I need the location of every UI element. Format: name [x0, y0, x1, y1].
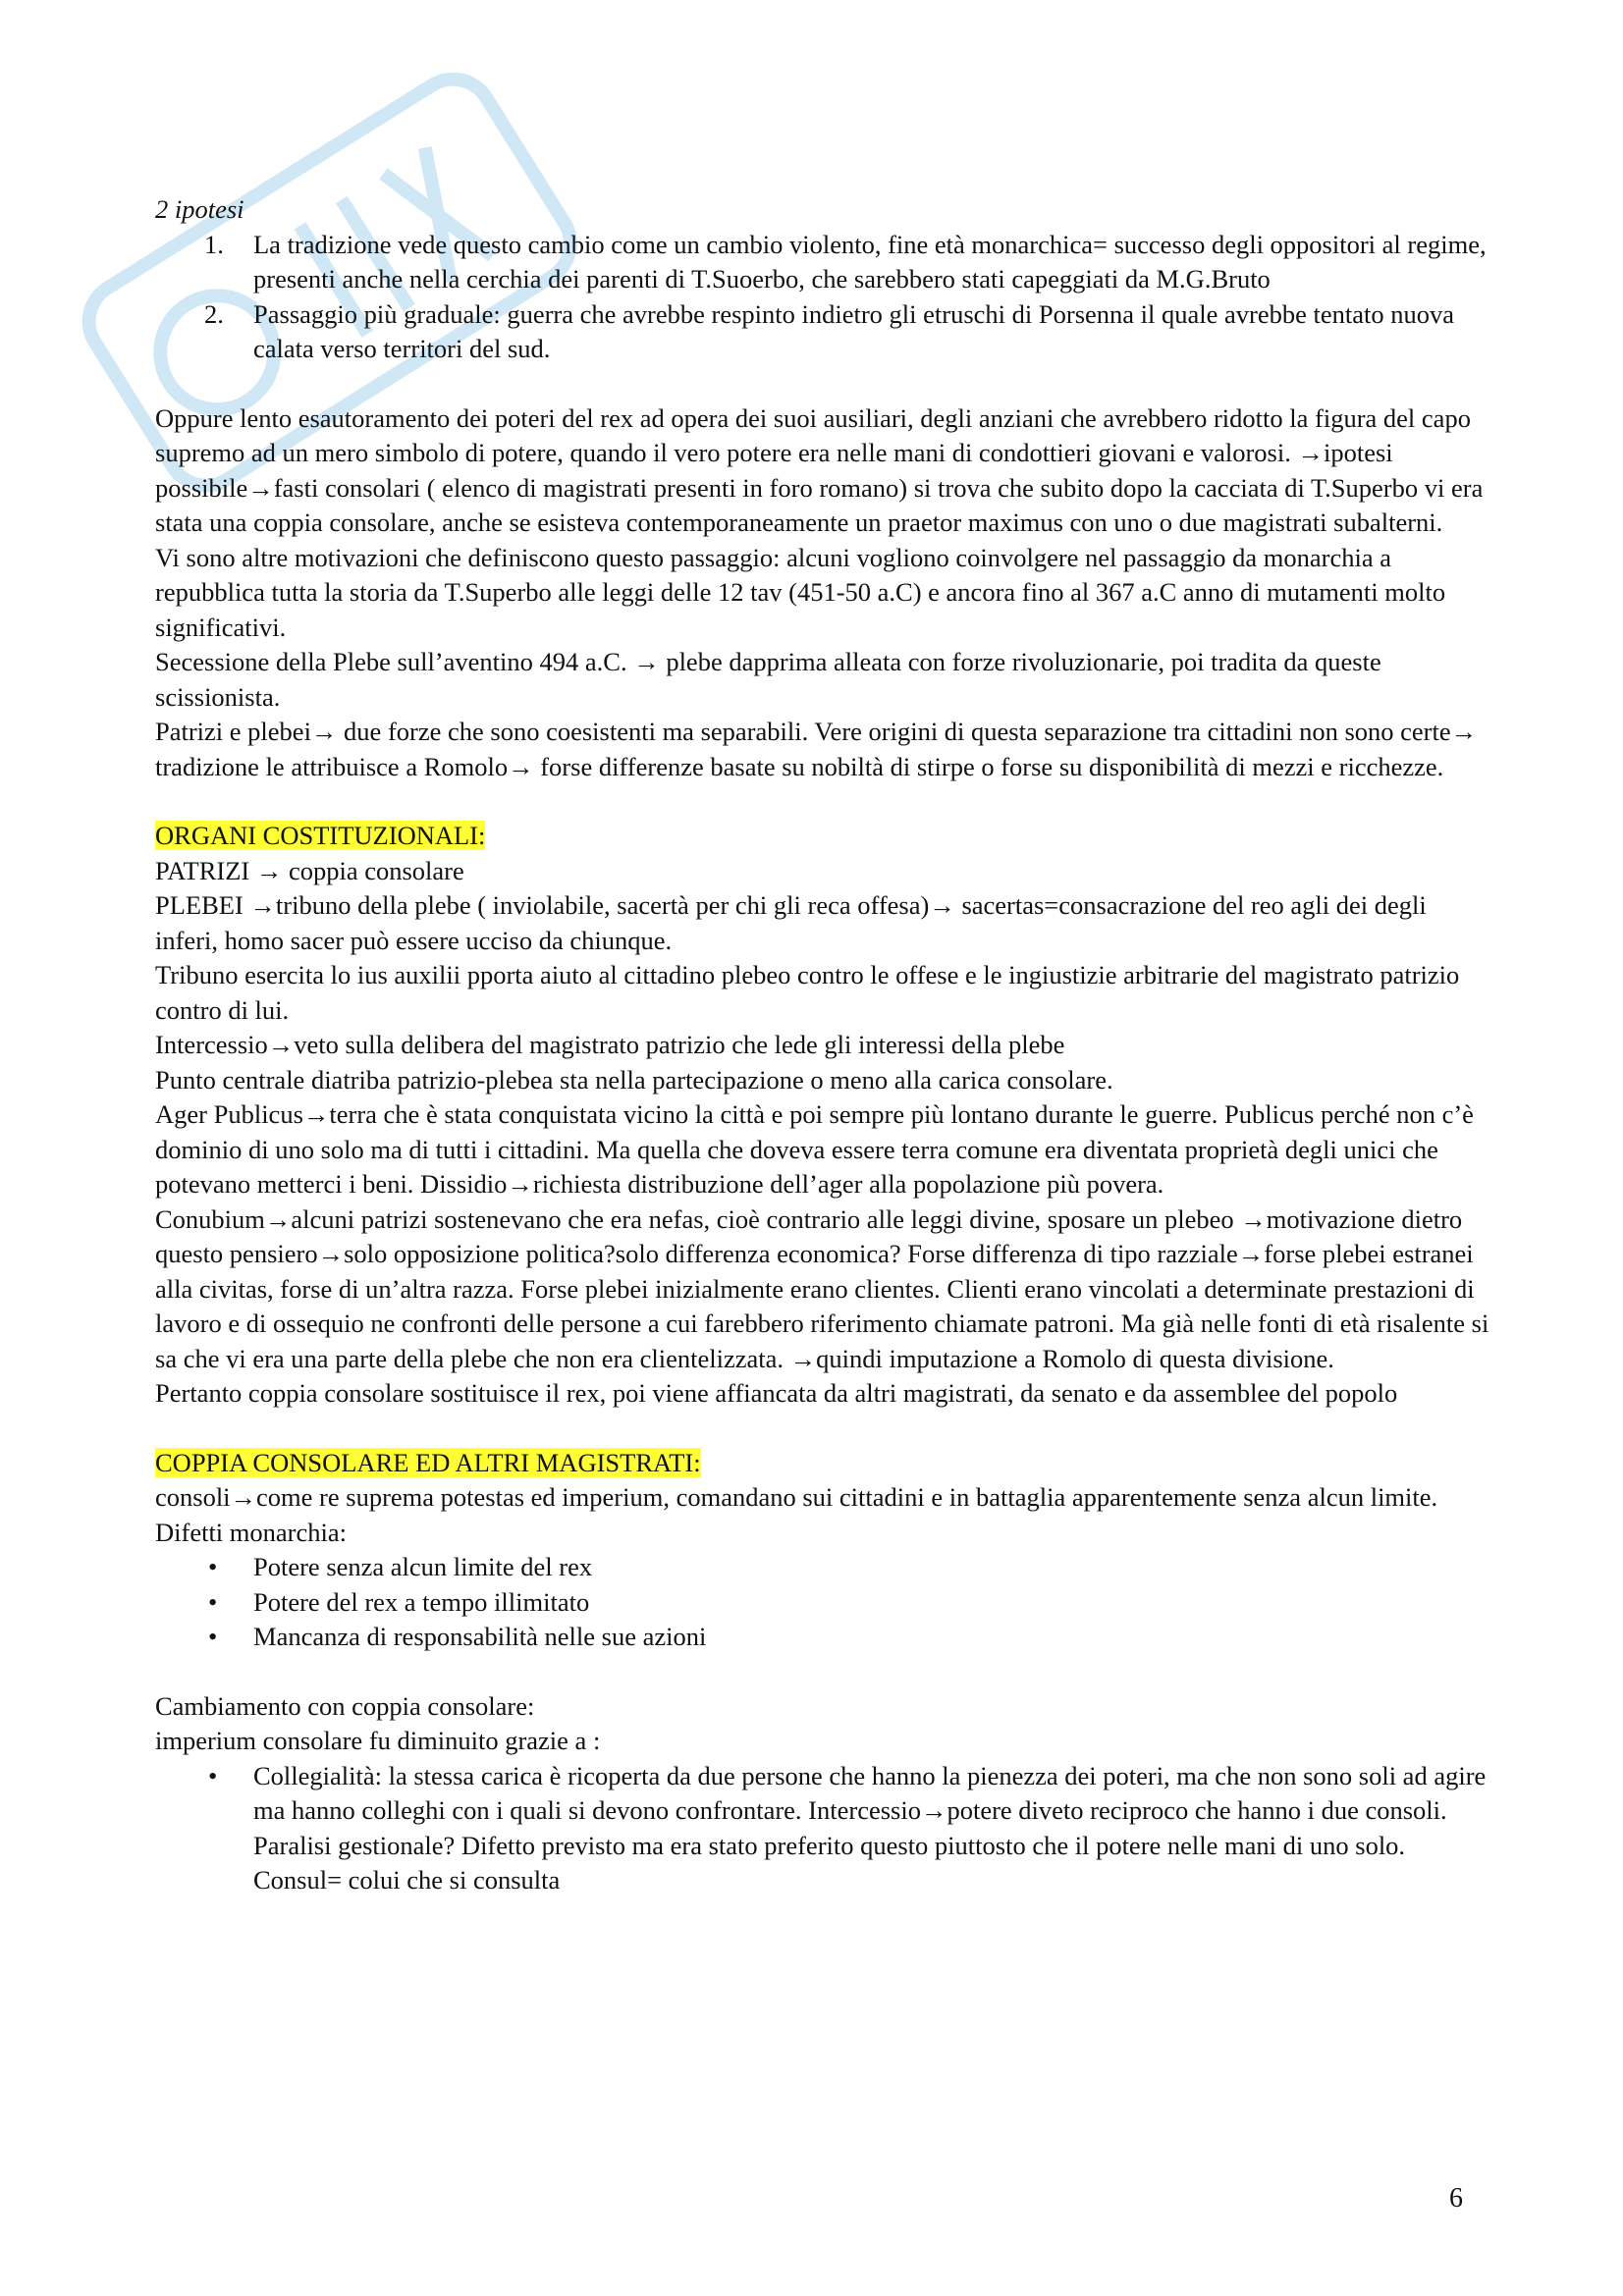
paragraph: imperium consolare fu diminuito grazie a : — [155, 1726, 601, 1755]
list-item — [155, 1585, 1490, 1621]
list-item-text: Potere senza alcun limite del rex — [253, 1552, 593, 1581]
paragraph: Vi sono altre motivazioni che definiscono questo passaggio: alcuni vogliono coinvolgere nel passaggio da monarchia a repubblica tutta la storia da T.Superbo alle leggi delle 12 tav (451-50 a.C) e ancora fino al 367 a.C anno di mutamenti molto significativi. — [155, 542, 1446, 642]
bullet-icon: • — [208, 1760, 218, 1790]
paragraph: Cambiamento con coppia consolare: — [155, 1690, 535, 1721]
spacer — [155, 784, 1490, 819]
spacer — [155, 1412, 1490, 1446]
paragraph: Pertanto coppia consolare sostituisce il rex, poi viene affiancata da altri magistrati, da senato e da assemblee del popolo — [155, 1378, 1398, 1408]
list-item-text: Mancanza di responsabilità nelle sue azioni — [253, 1622, 707, 1651]
paragraph: Patrizi e plebei→ due forze che sono coesistenti ma separabili. Vere origini di questa separazione tra cittadini non sono certe→ tradizione le attribuisce a Romolo→ forse differenze basate su nobiltà di stirpe o forse su disponibilità di mezzi e ricchezze. — [155, 717, 1478, 781]
list-item — [155, 228, 1490, 297]
list-item — [155, 1620, 1490, 1655]
paragraph: consoli→come re suprema potestas ed imperium, comandano sui cittadini e in battaglia apparentemente senza alcun limite. — [155, 1482, 1438, 1512]
section-heading — [155, 819, 1490, 854]
paragraph: PLEBEI →tribuno della plebe ( inviolabile, sacertà per chi gli reca offesa)→ sacertas=consacrazione del reo agli dei degli inferi, homo sacer può essere ucciso da chiunque. — [155, 890, 1427, 955]
list-item — [155, 1759, 1490, 1898]
section-heading — [155, 1446, 1490, 1481]
hypotheses-list — [155, 228, 1490, 367]
bullet-icon: • — [208, 1586, 218, 1617]
paragraph: Tribuno esercita lo ius auxilii pporta aiuto al cittadino plebeo contro le offese e le ingiustizie arbitrarie del magistrato patrizio contro di lui. — [155, 960, 1460, 1025]
list-item — [155, 297, 1490, 367]
list-item-text: Passaggio più graduale: guerra che avrebbe respinto indietro gli etruschi di Porsenna il quale avrebbe tentato nuova calata verso territori del sud. — [253, 298, 1455, 363]
paragraph: Secessione della Plebe sull’aventino 494 a.C. → plebe dapprima alleata con forze rivoluzionarie, poi tradita da queste scissionista. — [155, 647, 1381, 712]
paragraph: Punto centrale diatriba patrizio-plebea sta nella partecipazione o meno alla carica consolare. — [155, 1064, 1113, 1095]
paragraph: Conubium→alcuni patrizi sostenevano che era nefas, cioè contrario alle leggi divine, sposare un plebeo →motivazione dietro questo pensiero→solo opposizione politica?solo differenza economica? Forse differenza di tipo razziale→forse plebei estranei alla civitas, forse di un’altra razza. Forse plebei inizialmente erano clientes. Clienti erano vincolati a determinate prestazioni di lavoro e di ossequio ne confronti delle persone a cui farebbero riferimento chiamate patroni. Ma già nelle fonti di età risalente si sa che vi era una parte della plebe che non era clientelizzata. →quindi imputazione a Romolo di questa divisione. — [155, 1203, 1489, 1373]
bullet-icon: • — [208, 1622, 218, 1651]
intro-label: 2 ipotesi — [155, 194, 244, 224]
page-number: 6 — [1449, 2183, 1463, 2214]
list-marker: 2. — [204, 298, 224, 329]
list-item-text: Collegialità: la stessa carica è ricoperta da due persone che hanno la pienezza dei poteri, ma che non sono soli ad agire ma hanno colleghi con i quali si devono confrontare. Intercessio→potere diveto reciproco che hanno i due consoli. Paralisi gestionale? Difetto previsto ma era stato preferito questo piuttosto che il potere nelle mani di uno solo. Consul= colui che si consulta — [253, 1760, 1487, 1895]
list-marker: 1. — [204, 229, 224, 259]
paragraph: Intercessio→veto sulla delibera del magistrato patrizio che lede gli interessi della plebe — [155, 1030, 1065, 1059]
paragraph: Ager Publicus→terra che è stata conquistata vicino la città e poi sempre più lontano durante le guerre. Publicus perché non c’è dominio di uno solo ma di tutti i cittadini. Ma quella che doveva essere terra comune era diventata proprietà degli unici che potevano metterci i beni. Dissidio→richiesta distribuzione dell’ager alla popolazione più povera. — [155, 1099, 1474, 1199]
list-item — [155, 1550, 1490, 1585]
document-body — [155, 192, 1490, 1898]
changes-list — [155, 1759, 1490, 1898]
highlighted-heading: COPPIA CONSOLARE ED ALTRI MAGISTRATI: — [155, 1447, 701, 1477]
defects-list — [155, 1550, 1490, 1655]
paragraph: Difetti monarchia: — [155, 1517, 347, 1547]
spacer — [155, 367, 1490, 401]
bullet-icon: • — [208, 1552, 218, 1581]
highlighted-heading: ORGANI COSTITUZIONALI: — [155, 821, 486, 850]
paragraph: PATRIZI → coppia consolare — [155, 855, 464, 885]
list-item-text: Potere del rex a tempo illimitato — [253, 1586, 590, 1617]
paragraph: Oppure lento esautoramento dei poteri del rex ad opera dei suoi ausiliari, degli anziani che avrebbero ridotto la figura del capo supremo ad un mero simbolo di potere, quando il vero potere era nelle mani di condottieri giovani e valorosi. →ipotesi possibile→fasti consolari ( elenco di magistrati presenti in foro romano) si trova che subito dopo la cacciata di T.Superbo vi era stata una coppia consolare, anche se esisteva contemporaneamente un praetor maximus con uno o due magistrati subalterni. — [155, 402, 1484, 537]
spacer — [155, 1655, 1490, 1689]
list-item-text: La tradizione vede questo cambio come un cambio violento, fine età monarchica= successo degli oppositori al regime, presenti anche nella cerchia dei parenti di T.Suoerbo, che sarebbero stati capeggiati da M.G.Bruto — [253, 229, 1487, 294]
